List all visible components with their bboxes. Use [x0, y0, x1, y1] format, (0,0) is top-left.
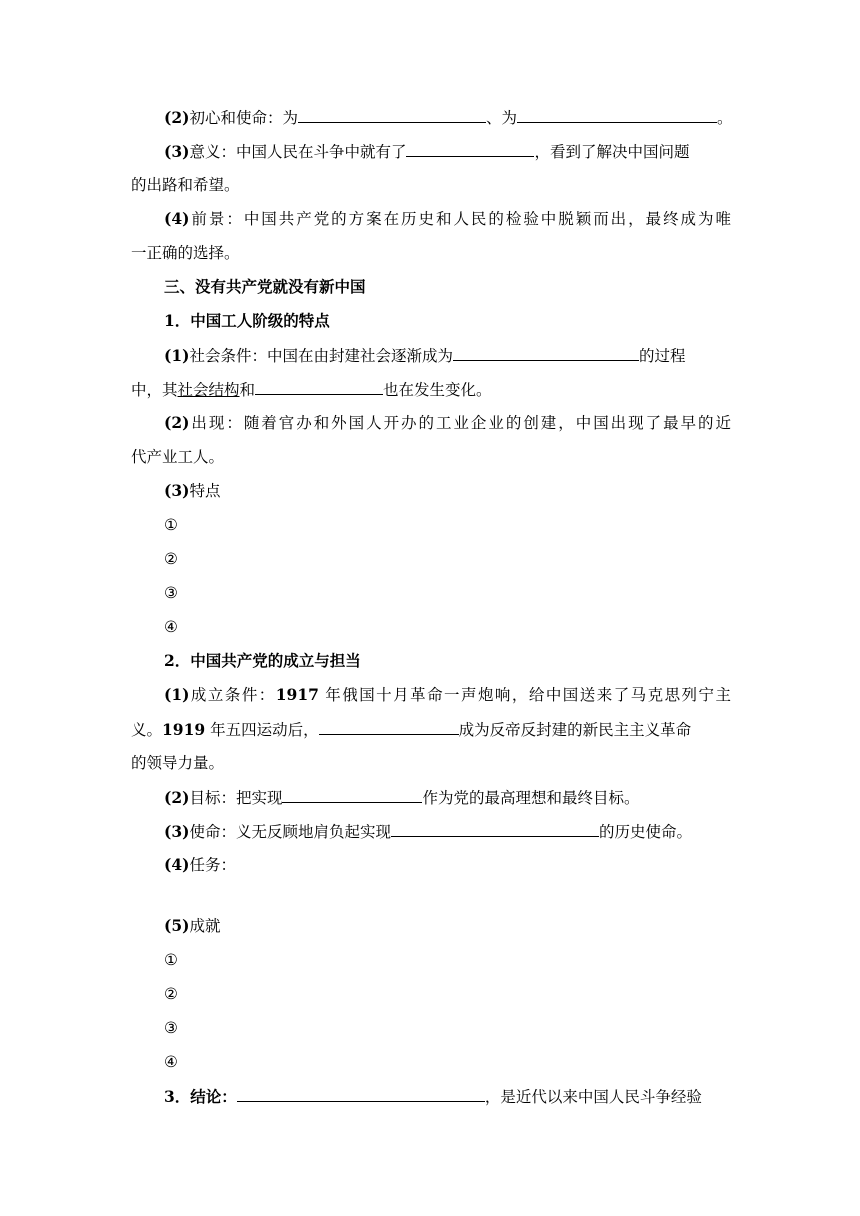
item-label: (4)	[164, 209, 190, 228]
item-text: 出现：随着官办和外国人开办的工业企业的创建，中国出现了最早的近	[189, 414, 731, 432]
year: 1917	[275, 685, 319, 704]
sec2-item3-cont: 的出路和希望。	[131, 176, 240, 194]
fill-blank[interactable]	[255, 379, 383, 395]
item-label: (3)	[164, 481, 190, 500]
item-text: 和	[239, 381, 256, 399]
item-text: 社会条件：中国在由封建社会逐渐成为	[189, 347, 453, 365]
fill-blank[interactable]	[391, 821, 599, 837]
sec2-item2-line	[164, 107, 731, 128]
list-marker: ③	[164, 1019, 178, 1037]
fill-blank[interactable]	[517, 107, 717, 123]
item-label: (4)	[164, 855, 190, 874]
fill-blank[interactable]	[237, 1086, 485, 1102]
list-marker: ④	[164, 618, 178, 636]
item-text: 意义：中国人民在斗争中就有了	[189, 143, 407, 161]
list-marker: ②	[164, 550, 178, 568]
fill-blank[interactable]	[282, 787, 422, 803]
sub2-item1-line	[164, 685, 731, 705]
subsection-title: 中国工人阶级的特点	[190, 311, 330, 330]
item-text: 年五四运动后，	[205, 721, 319, 739]
sub2-item5-line	[164, 916, 731, 936]
subsection-heading-2	[164, 651, 731, 671]
subsection-number: 1．	[164, 311, 191, 330]
item-text: 的过程	[638, 347, 686, 365]
item-text: 成为反帝反封建的新民主主义革命	[458, 721, 692, 739]
item-text: 中，其	[131, 381, 178, 399]
fill-blank[interactable]	[453, 345, 639, 361]
item-label: (3)	[164, 822, 190, 841]
fill-blank[interactable]	[298, 107, 486, 123]
section-heading: 三、没有共产党就没有新中国	[164, 277, 366, 296]
sub1-item2-line	[164, 413, 731, 433]
list-marker: ④	[164, 1053, 178, 1071]
sub3-conclusion-line	[164, 1086, 731, 1107]
item-label: (3)	[164, 142, 190, 161]
sec2-item3-line	[164, 141, 731, 162]
sub2-item3-line	[164, 821, 731, 842]
item-text: 的历史使命。	[598, 823, 692, 841]
sub1-item1-cont	[131, 379, 731, 400]
list-marker: ③	[164, 584, 178, 602]
item-text: 成就	[189, 917, 221, 935]
item-label: (5)	[164, 916, 190, 935]
item-text: 成立条件：	[189, 686, 276, 704]
subsection-number: 3．	[164, 1087, 191, 1106]
item-text: ，看到了解决中国问题	[534, 143, 690, 161]
sub2-item1-cont	[131, 719, 731, 740]
sub2-item4-line	[164, 855, 731, 875]
underlined-term: 社会结构	[177, 381, 240, 399]
subsection-number: 2．	[164, 651, 191, 670]
item-text: 也在发生变化。	[383, 381, 492, 399]
item-text: 义。	[131, 721, 163, 739]
item-label: (1)	[164, 346, 190, 365]
item-text: ，是近代以来中国人民斗争经验	[484, 1088, 702, 1106]
fill-blank[interactable]	[319, 719, 459, 735]
sub2-item1-cont2: 的领导力量。	[131, 754, 225, 772]
fill-blank[interactable]	[406, 141, 534, 157]
sub1-item1-line	[164, 345, 731, 366]
item-text: 年俄国十月革命一声炮响，给中国送来了马克思列宁主	[318, 686, 731, 704]
item-text: 特点	[189, 482, 221, 500]
sec2-item4-line	[164, 209, 731, 229]
year: 1919	[162, 720, 206, 739]
item-text: 目标：把实现	[189, 789, 283, 807]
item-text: 使命：义无反顾地肩负起实现	[189, 823, 391, 841]
item-label: (2)	[164, 413, 190, 432]
subsection-title: 结论：	[190, 1087, 237, 1106]
sec2-item4-cont: 一正确的选择。	[131, 244, 240, 262]
item-label: (1)	[164, 685, 190, 704]
item-text: 初心和使命：为	[189, 109, 298, 127]
item-text: 。	[716, 109, 733, 127]
item-label: (2)	[164, 108, 190, 127]
sub2-item2-line	[164, 787, 731, 808]
item-label: (2)	[164, 788, 190, 807]
list-marker: ②	[164, 985, 178, 1003]
sub1-item3-line	[164, 481, 731, 501]
list-marker: ①	[164, 516, 178, 534]
subsection-heading-1	[164, 311, 731, 331]
item-text: 、为	[485, 109, 517, 127]
item-text: 作为党的最高理想和最终目标。	[422, 789, 640, 807]
item-text: 前景：中国共产党的方案在历史和人民的检验中脱颖而出，最终成为唯	[189, 210, 731, 228]
subsection-title: 中国共产党的成立与担当	[190, 651, 361, 670]
item-text: 任务：	[189, 856, 236, 874]
list-marker: ①	[164, 951, 178, 969]
sub1-item2-cont: 代产业工人。	[131, 448, 225, 466]
